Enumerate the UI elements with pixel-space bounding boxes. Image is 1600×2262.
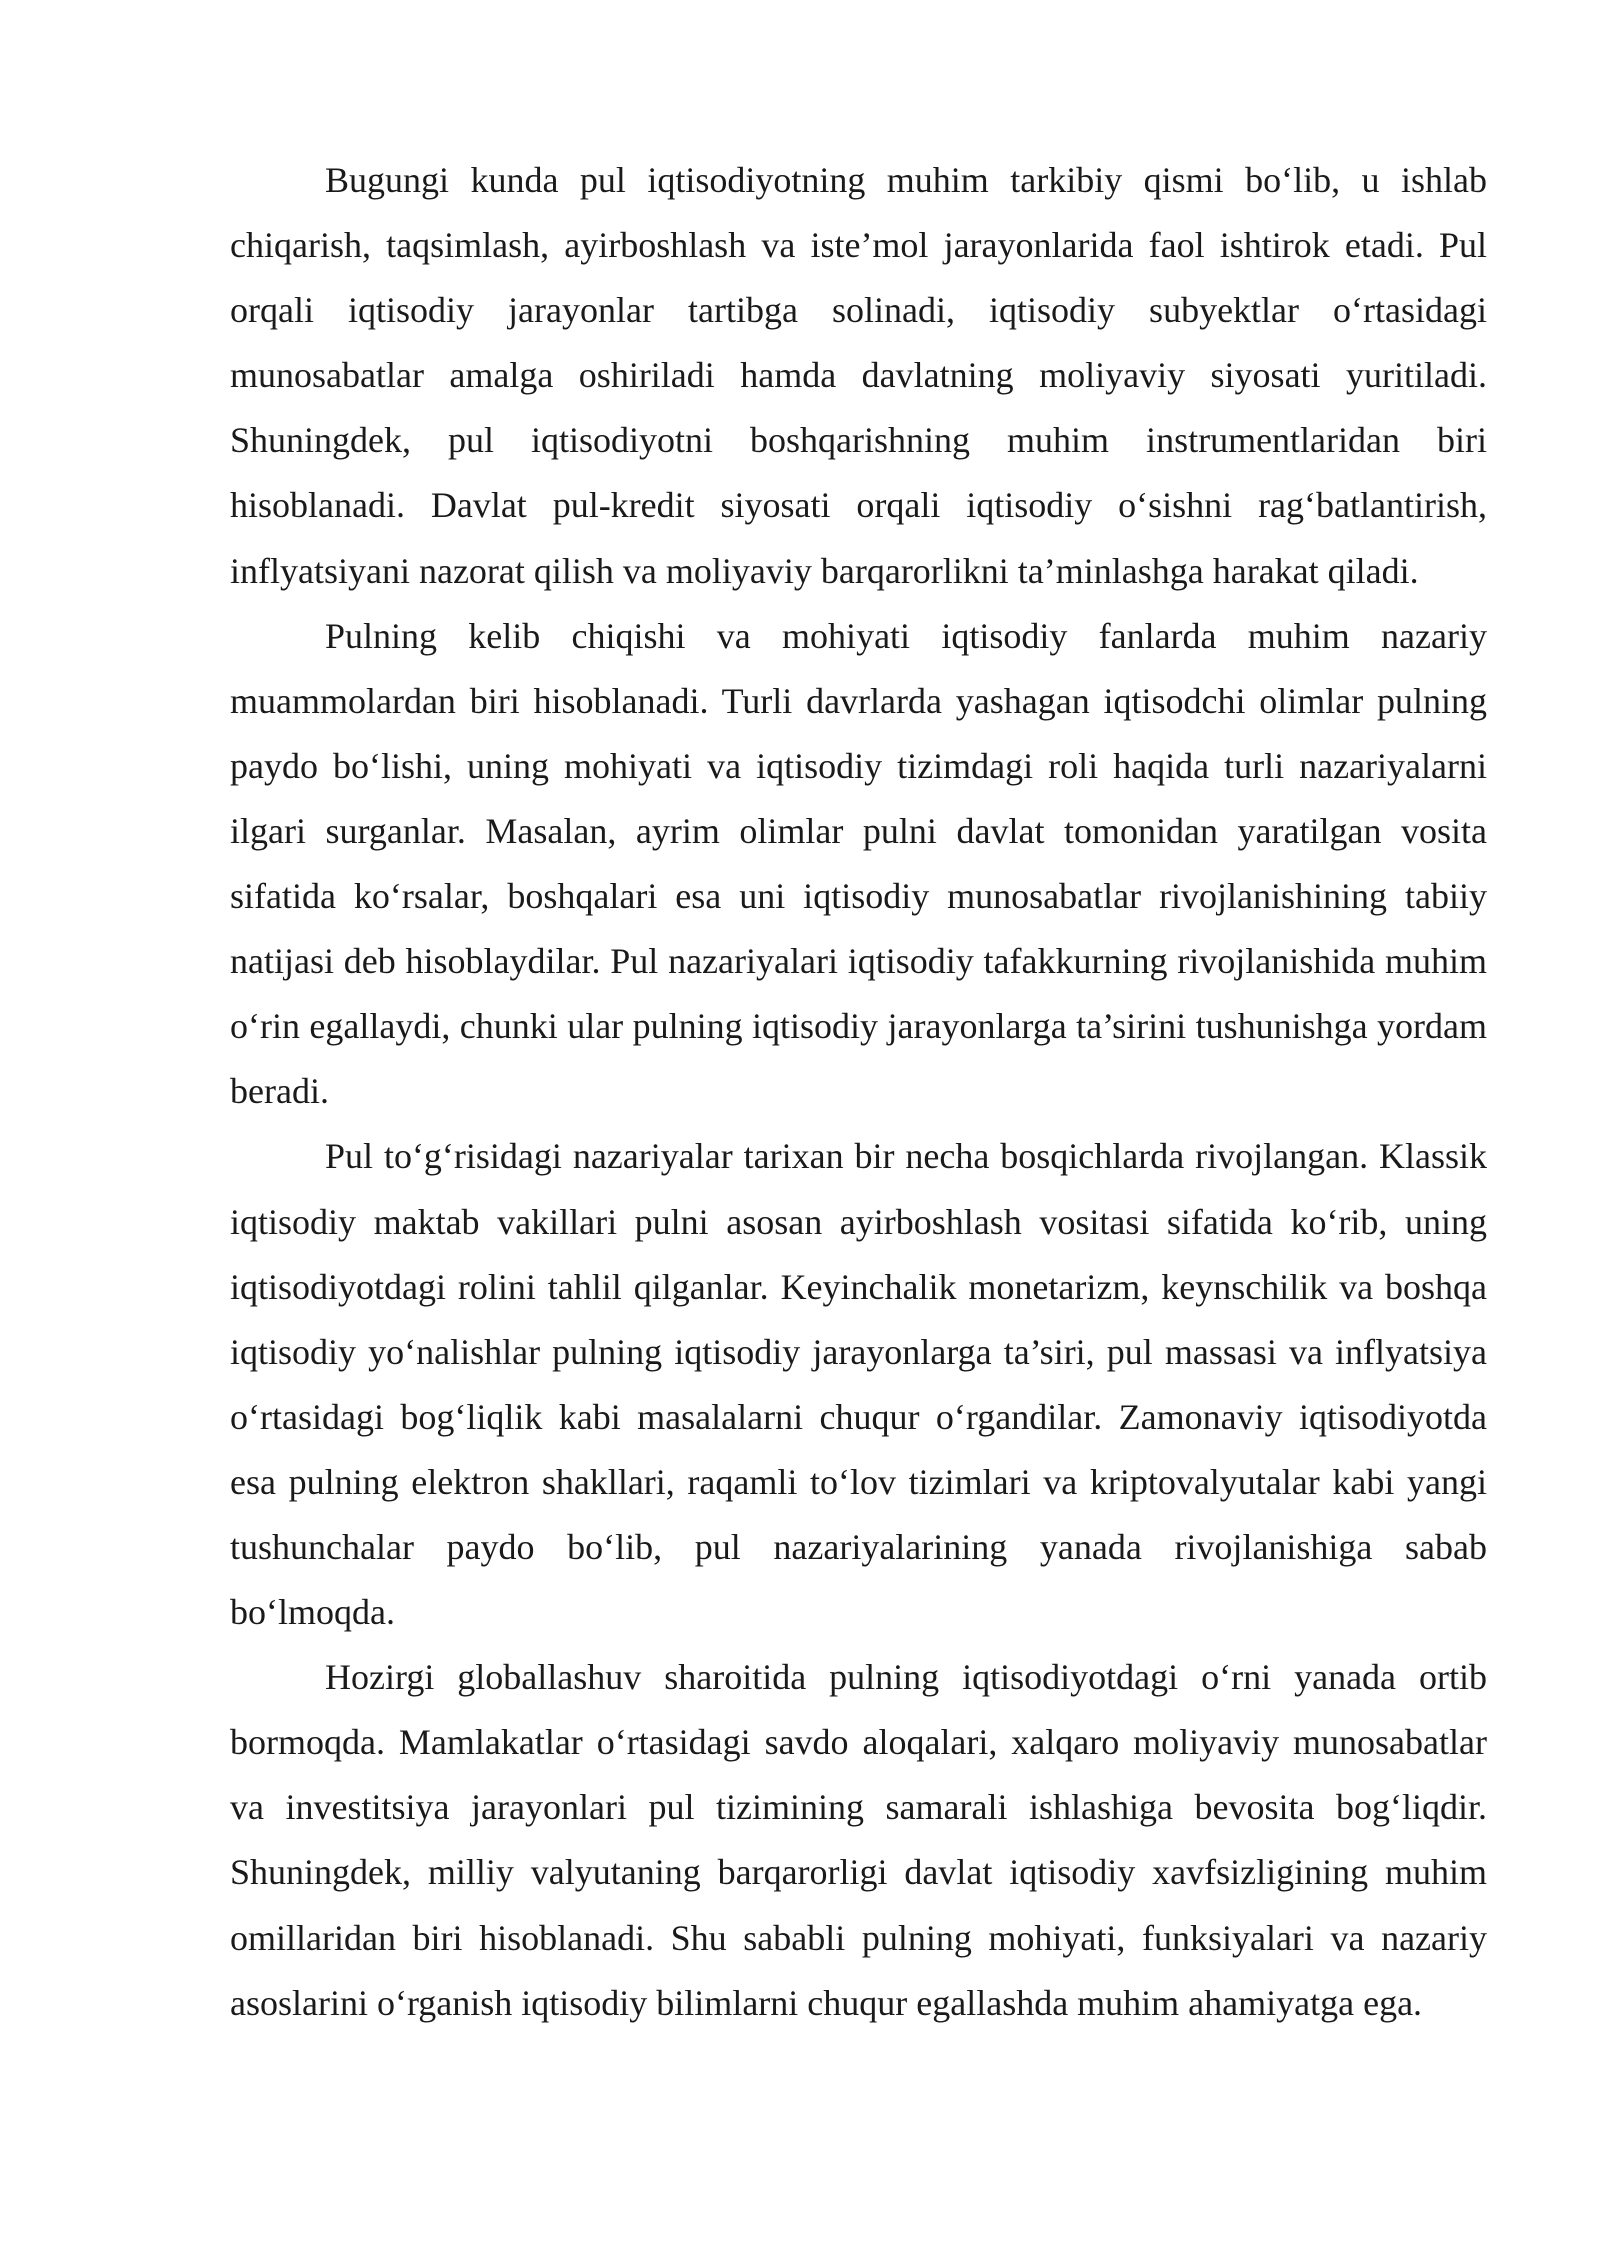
paragraph-2: Pulning kelib chiqishi va mohiyati iqtisodiy fanlarda muhim nazariy muammolardan biri hisoblanadi. Turli davrlarda yashagan iqtisodchi olimlar pulning paydo bo‘lishi, uning mohiyati va iqtisodiy tizimdagi roli haqida turli nazariyalarni ilgari surganlar. Masalan, ayrim olimlar pulni davlat tomonidan yaratilgan vosita sifatida ko‘rsalar, boshqalari esa uni iqtisodiy munosabatlar rivojlanishining tabiiy natijasi deb hisoblaydilar. Pul nazariyalari iqtisodiy tafakkurning rivojlanishida muhim o‘rin egallaydi, chunki ular pulning iqtisodiy jarayonlarga ta’sirini tushunishga yordam beradi. [230, 615, 1487, 1112]
paragraph-1: Bugungi kunda pul iqtisodiyotning muhim tarkibiy qismi bo‘lib, u ishlab chiqarish, taqsimlash, ayirboshlash va iste’mol jarayonlarida faol ishtirok etadi. Pul orqali iqtisodiy jarayonlar tartibga solinadi, iqtisodiy subyektlar o‘rtasidagi munosabatlar amalga oshiriladi hamda davlatning moliyaviy siyosati yuritiladi. Shuningdek, pul iqtisodiyotni boshqarishning muhim instrumentlaridan biri hisoblanadi. Davlat pul-kredit siyosati orqali iqtisodiy o‘sishni rag‘batlantirish, inflyatsiyani nazorat qilish va moliyaviy barqarorlikni ta’minlashga harakat qiladi. [230, 160, 1487, 591]
paragraph-3: Pul to‘g‘risidagi nazariyalar tarixan bir necha bosqichlarda rivojlangan. Klassik iqtisodiy maktab vakillari pulni asosan ayirboshlash vositasi sifatida ko‘rib, uning iqtisodiyotdagi rolini tahlil qilganlar. Keyinchalik monetarizm, keynschilik va boshqa iqtisodiy yo‘nalishlar pulning iqtisodiy jarayonlarga ta’siri, pul massasi va inflyatsiya o‘rtasidagi bog‘liqlik kabi masalalarni chuqur o‘rgandilar. Zamonaviy iqtisodiyotda esa pulning elektron shakllari, raqamli to‘lov tizimlari va kriptovalyutalar kabi yangi tushunchalar paydo bo‘lib, pul nazariyalarining yanada rivojlanishiga sabab bo‘lmoqda. [230, 1136, 1487, 1633]
paragraph-4: Hozirgi globallashuv sharoitida pulning iqtisodiyotdagi o‘rni yanada ortib bormoqda. Mamlakatlar o‘rtasidagi savdo aloqalari, xalqaro moliyaviy munosabatlar va investitsiya jarayonlari pul tizimining samarali ishlashiga bevosita bog‘liqdir. Shuningdek, milliy valyutaning barqarorligi davlat iqtisodiy xavfsizligining muhim omillaridan biri hisoblanadi. Shu sababli pulning mohiyati, funksiyalari va nazariy asoslarini o‘rganish iqtisodiy bilimlarni chuqur egallashda muhim ahamiyatga ega. [230, 1657, 1487, 2023]
document-body [230, 148, 1487, 2036]
